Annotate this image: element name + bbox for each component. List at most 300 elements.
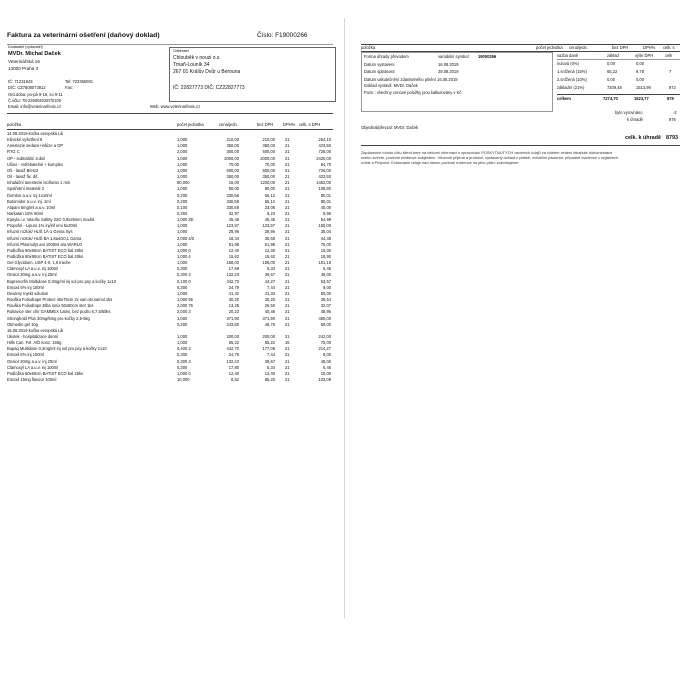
item-with-vat: 54,99 <box>320 217 331 223</box>
customer-name: Chlouběk v nouzi o.s. <box>173 55 221 61</box>
item-total: 7,44 <box>267 284 275 290</box>
item-total: 39,67 <box>264 272 275 278</box>
item-unit-price: 442,70 <box>226 346 239 352</box>
item-qty: 0,300 3 <box>177 358 191 364</box>
item-name: Rouška Foliodrape Protect 45x75cm 2v vari.otv.samol.1ks <box>7 297 113 303</box>
ordered-by: Objednal/převzal: MVDr. Daček <box>361 125 419 130</box>
item-vat: 21 <box>285 247 290 253</box>
item-with-vat: 6,46 <box>323 364 331 370</box>
item-with-vat: 9,00 <box>323 352 331 358</box>
item-vat: 21 <box>285 161 290 167</box>
item-unit-price: 15,00 <box>228 180 239 186</box>
item-vat: 21 <box>285 210 290 216</box>
item-qty: 2,000 76 <box>177 303 193 309</box>
item-unit-price: 32,97 <box>228 210 239 216</box>
customer-header: Odběratel <box>173 49 189 53</box>
item-vat: 21 <box>285 370 290 376</box>
item-with-vat: 84,70 <box>320 161 331 167</box>
item-qty: 1,000 <box>177 260 188 266</box>
item-unit-price: 17,80 <box>228 364 239 370</box>
due-date: 29.08.2019 <box>438 69 459 74</box>
item-name: Kanyla i.v. Vasofix Safety 22G 0,9x25mm modrá <box>7 217 95 223</box>
item-qty: 1,000 <box>177 161 188 167</box>
table-row <box>5 377 331 383</box>
item-qty: 1,000 <box>177 143 188 149</box>
supplier-tel: Tel: 723365001 <box>65 79 93 84</box>
item-with-vat: 53,57 <box>320 278 331 284</box>
item-with-vat: 35,04 <box>320 229 331 235</box>
item-name: Domitor a.u.v. inj 1x10ml <box>7 192 52 198</box>
item-vat: 21 <box>285 346 290 352</box>
item-name: Clamoxyl LA a.u.v. inj 100ml <box>7 364 59 370</box>
item-qty: 1,000 <box>177 167 188 173</box>
item-name: Dexamy Injekt solution <box>7 290 49 296</box>
item-name: 14.08.2019 kočka evropská Lili <box>7 131 64 136</box>
tax-date: Datum uskutečnění zdanitelného plnění 16.08.2019 <box>364 77 458 82</box>
item-total: 85,20 <box>264 377 275 382</box>
item-with-vat: 80,01 <box>320 192 331 198</box>
item-name: 15.08.2019 kočka evropská Lili <box>7 327 64 333</box>
item-name: Atipam 5mg/ml a.u.v. 10ml <box>7 204 56 210</box>
item-qty: 0,200 <box>177 198 188 204</box>
summary-total: 872 <box>669 85 676 90</box>
supplier-dic: DIČ: CZ7808073912 <box>8 85 46 90</box>
item-vat: 21 <box>285 229 290 235</box>
issue-date: 16.08.2019 <box>438 62 459 67</box>
item-vat: 21 <box>285 167 290 173</box>
item-vat: 21 <box>285 309 290 315</box>
item-vat: 21 <box>285 260 290 266</box>
item-total: 2000,00 <box>260 155 275 161</box>
divider <box>361 145 680 146</box>
item-unit-price: 132,23 <box>226 358 239 364</box>
grand-total-value: 8793 <box>666 135 678 141</box>
item-qty: 1,000 <box>177 155 188 161</box>
item-vat: 21 <box>285 192 290 198</box>
item-unit-price: 45,45 <box>228 217 239 223</box>
item-unit-price: 132,23 <box>226 272 239 278</box>
item-with-vat: 32,07 <box>320 303 331 309</box>
item-with-vat: 103,09 <box>318 377 331 382</box>
summary-rate: základní (21%) <box>557 85 585 90</box>
item-with-vat: 80,01 <box>320 198 331 204</box>
item-qty: 0,300 <box>177 352 188 358</box>
item-vat: 21 <box>285 149 290 155</box>
item-qty: 1,000 <box>177 315 188 321</box>
supplier-hours: Ord.doba: po-pá 9-19, so 9-11 <box>8 92 63 97</box>
summary-rate: nulová (0%) <box>557 61 579 66</box>
customer-ids: IČ: 22827773 DIČ: CZ22827773 <box>173 85 245 91</box>
item-name: Narkatan 10% 50ml <box>7 210 43 216</box>
item-total: 350,00 <box>262 174 275 180</box>
item-total: 70,00 <box>264 161 275 167</box>
item-with-vat: 2420,00 <box>316 155 331 161</box>
item-qty: 1,000 ZE <box>177 217 194 223</box>
item-unit-price: 20,23 <box>228 309 239 315</box>
item-total: 90,00 <box>264 186 275 192</box>
item-total: 600,00 <box>262 149 275 155</box>
customer-city: 267 01 Králův Dvůr u Berouna <box>173 69 241 75</box>
item-with-vat: 191,18 <box>318 260 331 266</box>
item-vat: 21 <box>285 297 290 303</box>
paid-value: -2 <box>673 110 677 115</box>
customer-box <box>169 47 336 102</box>
item-unit-price: 330,58 <box>226 204 239 210</box>
item-vat: 21 <box>285 278 290 284</box>
item-qty: 80,000 <box>177 180 190 186</box>
item-total: 7,44 <box>267 352 275 358</box>
divider <box>557 94 680 95</box>
summary-total-sum: 879 <box>667 96 674 101</box>
item-vat: 21 <box>285 284 290 290</box>
item-total: 158,00 <box>262 260 275 266</box>
item-name: Podložka 60x60cm BATIST ECO bal 20ks <box>7 247 84 253</box>
supplier-web: Web: www.veterinarfenix.cz <box>150 104 201 109</box>
item-vat: 21 <box>285 174 290 180</box>
item-vat: 21 <box>285 254 290 259</box>
payment-form: Forma úhrady převodem <box>364 54 409 59</box>
item-total: 15,62 <box>264 254 275 259</box>
item-unit-price: 41,32 <box>228 290 239 296</box>
item-vat: 21 <box>285 198 290 204</box>
col-unit-price: cena/jedn. <box>219 122 238 127</box>
summary-base: 65,22 <box>607 69 618 74</box>
item-name: Bupaq Multidose 0,3mg/ml inj sol pro psy a kočky 1x10 <box>7 346 107 352</box>
item-unit-price: 350,00 <box>226 143 239 149</box>
item-unit-price: 24,79 <box>228 284 239 290</box>
item-qty: 1,000 <box>177 340 188 346</box>
item-vat: 15 <box>285 340 290 346</box>
invoice-number: Číslo: F19000266 <box>257 32 308 39</box>
grand-total-label: celk. k úhradě <box>625 135 661 141</box>
item-total: 5,34 <box>267 364 275 370</box>
item-with-vat: 40,00 <box>320 204 331 210</box>
item-qty: 1,000 <box>177 333 188 339</box>
item-vat: 21 <box>285 272 290 278</box>
col-qty: počet jednotka <box>536 45 563 50</box>
item-unit-price: 330,58 <box>226 198 239 204</box>
summary-total-vat: 1523,77 <box>634 96 649 101</box>
item-name: Emoxil 5% inj 100ml <box>7 284 44 290</box>
item-with-vat: 48,00 <box>320 358 331 364</box>
variable-symbol-label: variabilní symbol: <box>438 54 470 59</box>
item-with-vat: 48,96 <box>320 309 331 315</box>
item-unit-price: 24,79 <box>228 352 239 358</box>
item-total: 48,76 <box>264 321 275 327</box>
item-qty: 0,300 <box>177 266 188 272</box>
due-date-label: Datum splatnosti <box>364 69 395 74</box>
item-vat: 21 <box>285 266 290 272</box>
summary-col-total: celk <box>665 53 673 58</box>
item-total: 371,90 <box>262 315 275 321</box>
item-with-vat: 150,00 <box>318 223 331 229</box>
item-unit-price: 13,25 <box>228 303 239 309</box>
table-header <box>5 122 331 128</box>
item-total: 40,46 <box>264 309 275 315</box>
item-name: Infuzní roztok/ HUŠ BA 1,8a4G0,L Gama <box>7 235 82 241</box>
item-with-vat: 59,00 <box>320 321 331 327</box>
item-unit-price: 200,00 <box>226 333 239 339</box>
item-total: 45,45 <box>264 217 275 223</box>
summary-col-vat: výše DPH <box>635 53 654 58</box>
item-qty: 1,000 <box>177 186 188 192</box>
supplier-city: 13000 Praha 3 <box>8 66 39 71</box>
to-pay-value: 876 <box>669 117 676 122</box>
item-unit-price: 300,00 <box>226 149 239 155</box>
item-qty: 0,200 <box>177 192 188 198</box>
item-qty: 2,000 3 <box>177 309 191 315</box>
item-qty: 0,300 <box>177 284 188 290</box>
item-vat: 21 <box>285 217 290 223</box>
summary-total-row <box>557 96 680 102</box>
supplier-ic: IČ: 71231943 <box>8 79 33 84</box>
item-vat: 21 <box>285 352 290 358</box>
item-vat: 21 <box>285 137 290 143</box>
summary-vat: 0,00 <box>636 77 644 82</box>
item-with-vat: 75,00 <box>320 241 331 247</box>
summary-rate: 1.snížená (15%) <box>557 69 587 74</box>
item-total: 12,40 <box>264 370 275 376</box>
col-vat: DPH% <box>283 122 296 127</box>
item-unit-price: 15,62 <box>228 254 239 259</box>
customer-street: Tmaň-Louník 34 <box>173 62 210 68</box>
invoice-page-1 <box>5 18 336 618</box>
summary-base: 7209,48 <box>607 85 622 90</box>
item-vat: 21 <box>285 377 290 382</box>
item-with-vat: 214,27 <box>318 346 331 352</box>
item-name: Spotřební materiál 3 <box>7 186 44 192</box>
item-total: 61,98 <box>264 241 275 247</box>
supplier-fax: Fax: <box>65 85 73 90</box>
vat-summary-row <box>557 85 680 91</box>
item-name: Butomidor a.u.v. inj. 1ml <box>7 198 51 204</box>
item-unit-price: 600,00 <box>226 167 239 173</box>
col-qty: počet jednotka <box>177 122 204 127</box>
item-total: 30,20 <box>264 297 275 303</box>
col-total: bez DPH <box>612 45 629 50</box>
vat-summary-row <box>557 61 680 67</box>
item-total: 66,12 <box>264 198 275 204</box>
item-total: 66,12 <box>264 192 275 198</box>
col-total: bez DPH <box>257 122 274 127</box>
item-with-vat: 9,00 <box>323 284 331 290</box>
item-unit-price: 243,80 <box>226 321 239 327</box>
item-with-vat: 18,90 <box>320 254 331 259</box>
item-total: 123,97 <box>262 223 275 229</box>
paid-label: bylo vyrovnáno <box>615 110 643 115</box>
item-unit-price: 158,00 <box>226 260 239 266</box>
item-unit-price: 30,20 <box>228 297 239 303</box>
variable-symbol: 19000266 <box>478 54 497 59</box>
currency-note: Pozn.: všechny cenové položky jsou kalkulovány v Kč <box>364 90 462 95</box>
item-with-vat: 450,00 <box>318 315 331 321</box>
divider <box>7 44 333 45</box>
item-qty: 1,000 0 <box>177 370 191 376</box>
summary-base: 0,00 <box>607 61 615 66</box>
item-unit-price: 90,00 <box>228 186 239 192</box>
item-name: Stronghold Plus 30mg/5mg pro kočky 2,5-5kg <box>7 315 90 321</box>
item-vat: 21 <box>285 235 290 241</box>
item-vat: 21 <box>285 364 290 370</box>
item-unit-price: 2000,00 <box>224 155 239 161</box>
item-name: Podložka 60x60cm BATIST ECO bal 25ks <box>7 370 84 376</box>
item-with-vat: 36,54 <box>320 297 331 303</box>
item-unit-price: 210,00 <box>226 137 239 143</box>
item-vat: 21 <box>285 321 290 327</box>
item-name: Oš - lavaž B/etc2 <box>7 167 39 173</box>
item-qty: 0,100 <box>177 204 188 210</box>
item-qty: 1,000 55 <box>177 297 193 303</box>
vat-summary-row <box>557 77 680 83</box>
item-with-vat: 48,00 <box>320 272 331 278</box>
item-vat: 21 <box>285 241 290 247</box>
supplier-header: Dodavatel (vydavatel) <box>8 45 43 49</box>
item-total: 350,00 <box>262 143 275 149</box>
divider <box>557 59 680 60</box>
item-total: 39,67 <box>264 358 275 364</box>
summary-total: 7 <box>669 69 672 74</box>
item-with-vat: 50,00 <box>320 290 331 296</box>
item-unit-price: 61,98 <box>228 241 239 247</box>
item-unit-price: 8,52 <box>231 377 239 382</box>
item-vat: 21 <box>285 223 290 229</box>
item-name: Inhalační anestezie isofluran 1 min <box>7 180 71 186</box>
summary-rate: 2.snížená (10%) <box>557 77 587 82</box>
item-qty: 1,000 <box>177 229 188 235</box>
item-name: Infuzní roztok/ HUŠ 1Ä-1 Gema Sys <box>7 229 73 235</box>
item-name: Oš - lavaž fix. dif. <box>7 174 39 180</box>
item-with-vat: 44,38 <box>320 235 331 241</box>
item-with-vat: 254,10 <box>318 137 331 143</box>
item-qty: 1,000 0 <box>177 247 191 253</box>
item-name: Anestezie sedace+infúze a OP <box>7 143 64 149</box>
summary-total-base: 7274,70 <box>603 96 618 101</box>
item-with-vat: 15,00 <box>320 370 331 376</box>
item-total: 1200,00 <box>260 180 275 186</box>
item-total: 177,08 <box>262 346 275 352</box>
legal-notice: Zaplacením tohoto účtu klient bere na vědomí informaci o zpracování POSKYTNUTÝCH osobních údajů za účelem vedení lékařské dokumentace svého zvířete, povinné evidence subjektem. Vědomě přijímá a protokol, vystavený doklad o platbě, zvířatům pacienta, případně evidence v registrech zvířat a Petpoint. Evidovanie údaje nad rámec povinné evidence na jeho přání zaevidujeme. <box>361 150 619 166</box>
col-item: položka <box>7 122 22 127</box>
item-name: Buprenorfin Multidose 0,3mg/ml inj sol pro psy a kočky 1x10 <box>7 278 116 284</box>
item-qty: 0,200 <box>177 321 188 327</box>
col-with-vat: celk. s <box>663 45 675 50</box>
vat-summary-row <box>557 69 680 75</box>
item-with-vat: 1452,00 <box>316 180 331 186</box>
item-vat: 21 <box>285 155 290 161</box>
item-vat: 21 <box>285 315 290 321</box>
item-total: 26,50 <box>264 303 275 309</box>
item-total: 33,06 <box>264 204 275 210</box>
summary-col-base: základ <box>607 53 619 58</box>
item-qty: 0,300 3 <box>177 272 191 278</box>
item-unit-price: 18,34 <box>228 235 239 241</box>
item-with-vat: 423,50 <box>318 143 331 149</box>
summary-vat: 0,00 <box>636 61 644 66</box>
item-with-vat: 726,00 <box>318 149 331 155</box>
item-name: Otimedin gel 10g <box>7 321 38 327</box>
item-total: 28,96 <box>264 229 275 235</box>
item-name: Rouška Foliodrape Elba Ixnix 50x50cm ster 1ks <box>7 303 94 309</box>
summary-col-rate: sazba daně <box>557 53 579 58</box>
item-vat: 21 <box>285 303 290 309</box>
supplier-name: MVDr. Michal Daček <box>8 51 61 57</box>
item-unit-price: 28,96 <box>228 229 239 235</box>
item-qty: 1,000 4 <box>177 254 191 259</box>
item-total: 36,68 <box>264 235 275 241</box>
item-total: 600,00 <box>262 167 275 173</box>
issued-by: Doklad vystavil: MVDr. Daček <box>364 83 418 88</box>
item-name: Gel Glycidium, USP 4-0, 1,5 trache <box>7 260 71 266</box>
item-qty: 0,400 3 <box>177 346 191 352</box>
item-name: Úkolek - hospitalizace denní <box>7 333 59 339</box>
item-qty: 0,300 <box>177 364 188 370</box>
item-total: 41,32 <box>264 290 275 296</box>
supplier-account: Č.účtu: 78-2360040287/0100 <box>8 98 62 103</box>
item-name: RTG C <box>7 149 20 155</box>
item-with-vat: 9,96 <box>323 210 331 216</box>
summary-vat: 9,78 <box>636 69 644 74</box>
item-total: 5,34 <box>267 266 275 272</box>
item-name: Onsior 20mg a.u.v. inj 20ml <box>7 272 57 278</box>
item-unit-price: 12,40 <box>228 247 239 253</box>
divider <box>7 113 333 114</box>
item-total: 65,22 <box>264 340 275 346</box>
item-with-vat: 423,50 <box>318 174 331 180</box>
item-name: Emoxil 5% inj 100ml <box>7 352 44 358</box>
item-with-vat: 726,00 <box>318 167 331 173</box>
item-qty: 1,000 <box>177 137 188 143</box>
item-total: 210,00 <box>262 137 275 143</box>
item-unit-price: 442,70 <box>226 278 239 284</box>
item-unit-price: 12,40 <box>228 370 239 376</box>
item-vat: 21 <box>285 358 290 364</box>
item-qty: 1,000 <box>177 174 188 180</box>
item-total: 200,00 <box>262 333 275 339</box>
item-vat: 21 <box>285 186 290 192</box>
item-qty: 10,000 <box>177 377 190 382</box>
item-vat: 21 <box>285 290 290 296</box>
invoice-title: Faktura za veterinární ošetření (daňový doklad) <box>7 32 160 39</box>
item-unit-price: 65,22 <box>228 340 239 346</box>
item-name: Rukavice ster chir GAMMEX Latex, bez pudru 6,7,5/50ks <box>7 309 111 315</box>
col-item: položka <box>361 45 376 50</box>
item-vat: 21 <box>285 333 290 339</box>
invoice-page-2 <box>344 18 680 618</box>
col-with-vat: celk. s DPH <box>299 122 321 127</box>
item-with-vat: 6,46 <box>323 266 331 272</box>
item-qty: 1,000 <box>177 290 188 296</box>
table-header-rule <box>7 129 333 130</box>
item-name: Infuzní Plasmolyt ani 1000ml a/a WARLO <box>7 241 83 247</box>
summary-vat: 1513,99 <box>636 85 651 90</box>
item-with-vat: 15,00 <box>320 247 331 253</box>
item-qty: 2,000 <box>177 149 188 155</box>
item-name: Podložka 60x90cm BATIST ECO bal 20ks <box>7 254 84 259</box>
item-vat: 21 <box>285 180 290 186</box>
item-with-vat: 242,00 <box>318 333 331 339</box>
item-with-vat: 75,00 <box>320 340 331 346</box>
to-pay-label: k úhradě <box>627 117 643 122</box>
supplier-email: Email: info@veterinarfenix.cz <box>8 104 62 109</box>
item-unit-price: 123,97 <box>226 223 239 229</box>
item-unit-price: 350,00 <box>226 174 239 180</box>
item-total: 8,23 <box>267 210 275 216</box>
item-vat: 21 <box>285 204 290 210</box>
item-vat: 21 <box>285 143 290 149</box>
item-name: Hills Can. Fel. A/D konz. 156g <box>7 340 62 346</box>
item-qty: 0,250 <box>177 210 188 216</box>
summary-base: 0,00 <box>607 77 615 82</box>
